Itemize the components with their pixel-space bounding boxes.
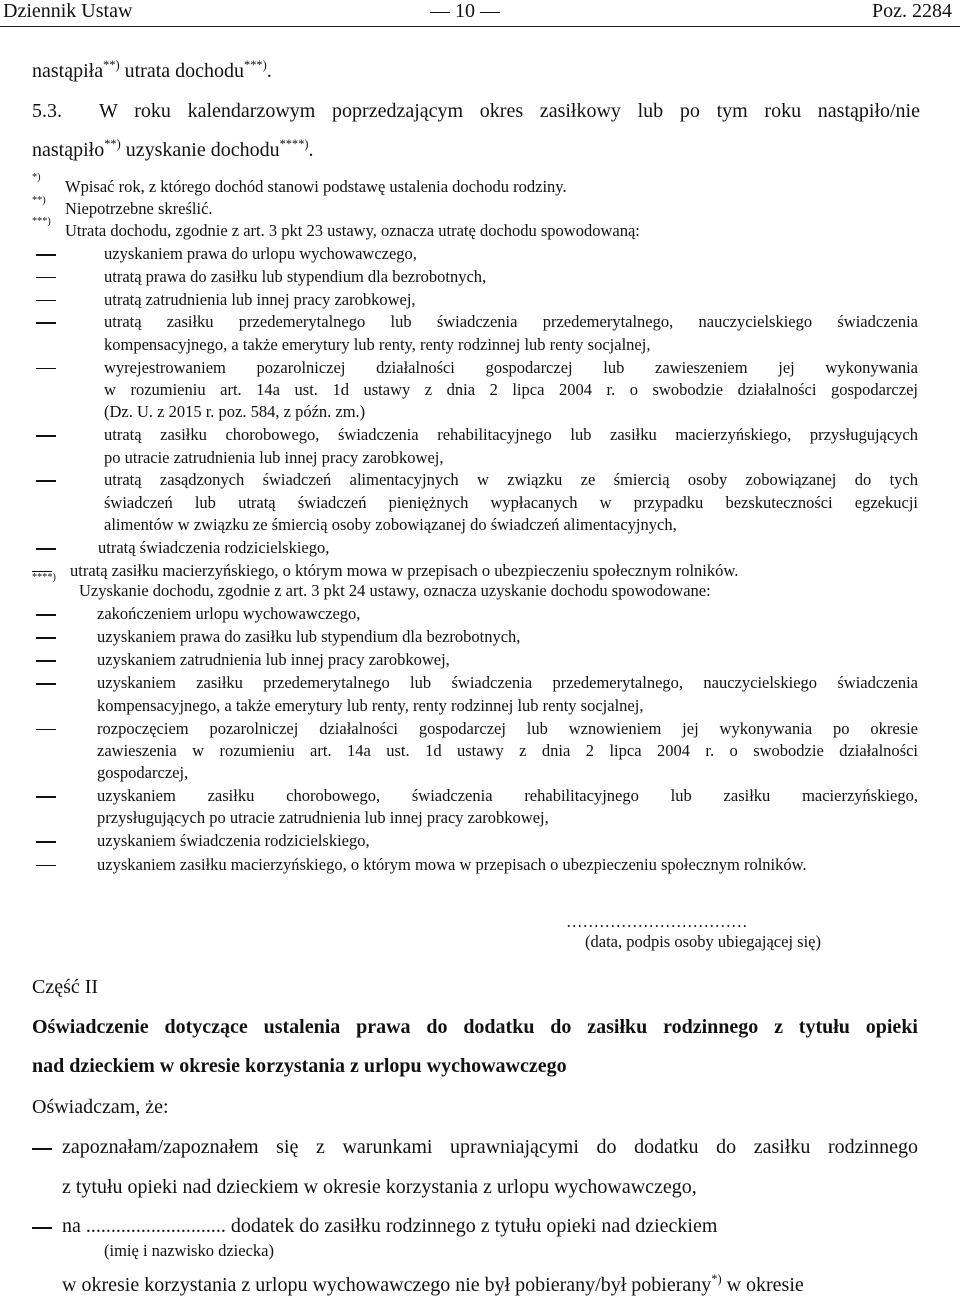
list-item: kompensacyjnego, a także emerytury lub renty, renty rodzinnej lub renty socjalnej, xyxy=(97,695,644,715)
list-dash xyxy=(36,796,56,798)
list-item: utratą zatrudnienia lub innej pracy zarobkowej, xyxy=(104,289,416,309)
list-item: utratą zasiłku macierzyńskiego, o którym mowa w przepisach o ubezpieczeniu społecznym rolników. xyxy=(70,560,739,580)
list-item: (Dz. U. z 2015 r. poz. 584, z późn. zm.) xyxy=(104,402,366,422)
list-item: alimentów w związku ze śmiercią osoby zobowiązanej do świadczeń alimentacyjnych, xyxy=(104,515,677,535)
footnote-mark-2: **) xyxy=(32,195,46,206)
child-name-caption: (imię i nazwisko dziecka) xyxy=(104,1241,274,1260)
list-item: świadczeń lub utratą świadczeń pieniężnych wypłacanych w przypadku bezskuteczności egzekucji xyxy=(104,492,918,512)
list-item: uzyskaniem świadczenia rodzicielskiego, xyxy=(97,831,370,851)
list-dash xyxy=(36,254,56,256)
list-item: uzyskaniem zasiłku macierzyńskiego, o którym mowa w przepisach o ubezpieczeniu społecznym rolników. xyxy=(97,854,807,874)
list-item: zakończeniem urlopu wychowawczego, xyxy=(97,604,361,623)
signature-dots: …………………………… xyxy=(566,912,748,931)
part-heading: Część II xyxy=(32,976,99,998)
list-item: wyrejestrowaniem pozarolniczej działalności gospodarczej lub zawieszeniem jej wykonywania xyxy=(104,357,918,377)
page-number: — 10 — xyxy=(430,0,500,22)
list-item: po utracie zatrudnienia lub innej pracy zarobkowej, xyxy=(104,447,444,467)
signature-caption: (data, podpis osoby ubiegającej się) xyxy=(585,932,821,951)
list-dash xyxy=(36,300,56,302)
list-item: uzyskaniem prawa do urlopu wychowawczego, xyxy=(104,244,417,263)
footnote-mark-4: ****) xyxy=(32,572,56,583)
list-dash xyxy=(36,368,56,370)
line-utrata: nastąpiła**) utrata dochodu***). xyxy=(32,57,272,82)
footnote-mark-3: ***) xyxy=(32,216,51,227)
list-item: utratą zasiłku przedemerytalnego lub świadczenia przedemerytalnego, nauczycielskiego świadczenia xyxy=(104,312,918,332)
list-dash xyxy=(36,480,56,482)
list-dash xyxy=(32,1227,52,1229)
page-header xyxy=(0,0,960,27)
list-item: gospodarczej, xyxy=(97,763,189,782)
list-item: uzyskaniem prawa do zasiłku lub stypendium dla bezrobotnych, xyxy=(97,627,521,647)
list-item: uzyskaniem zasiłku chorobowego, świadczenia rehabilitacyjnego lub zasiłku macierzyńskiego, xyxy=(97,786,918,806)
part-title-line2: nad dzieckiem w okresie korzystania z urlopu wychowawczego xyxy=(32,1055,567,1077)
list-dash xyxy=(36,841,56,843)
journal-name: Dziennik Ustaw xyxy=(3,0,133,22)
list-item: utratą zasiłku chorobowego, świadczenia rehabilitacyjnego lub zasiłku macierzyńskiego, przysługujących xyxy=(104,425,918,445)
list-dash xyxy=(32,1148,52,1150)
list-dash xyxy=(36,865,56,867)
list-dash xyxy=(36,277,56,279)
declaration-item2-line2: w okresie korzystania z urlopu wychowawczego nie był pobierany/był pobierany*) w okresie xyxy=(62,1271,804,1296)
list-item: uzyskaniem zasiłku przedemerytalnego lub świadczenia przedemerytalnego, nauczycielskiego świadczenia xyxy=(97,673,918,693)
list-item: zawieszenia w rozumieniu art. 14a ust. 1d ustawy z dnia 2 lipca 2004 r. o swobodzie działalności xyxy=(97,740,918,760)
footnote-2: Niepotrzebne skreślić. xyxy=(65,199,213,218)
list-item: rozpoczęciem pozarolniczej działalności gospodarczej lub wznowieniem jej wykonywania po okresie xyxy=(97,718,918,738)
footnote-1: Wpisać rok, z którego dochód stanowi podstawę ustalenia dochodu rodziny. xyxy=(65,177,567,196)
list-dash xyxy=(36,548,56,550)
footnote-4: Uzyskanie dochodu, zgodnie z art. 3 pkt 24 ustawy, oznacza uzyskanie dochodu spowodowane: xyxy=(79,581,711,600)
footnote-mark-1: *) xyxy=(32,172,41,183)
list-item: uzyskaniem zatrudnienia lub innej pracy zarobkowej, xyxy=(97,650,450,670)
list-dash xyxy=(36,660,56,662)
declaration-item2-line1: na ............................ dodatek do zasiłku rodzinnego z tytułu opieki nad dzieckiem xyxy=(62,1215,718,1237)
list-dash xyxy=(36,683,56,685)
list-item: kompensacyjnego, a także emerytury lub renty, renty rodzinnej lub renty socjalnej, xyxy=(104,334,651,354)
list-dash xyxy=(36,637,56,639)
part-title-line1: Oświadczenie dotyczące ustalenia prawa do dodatku do zasiłku rodzinnego z tytułu opieki xyxy=(32,1016,918,1038)
list-item: przysługujących po utracie zatrudnienia lub innej pracy zarobkowej, xyxy=(97,808,549,828)
list-item: utratą zasądzonych świadczeń alimentacyjnych w związku ze śmiercią osoby zobowiązanej do tych xyxy=(104,470,918,490)
list-dash xyxy=(36,322,56,324)
declaration-item1-line2: z tytułu opieki nad dzieckiem w okresie korzystania z urlopu wychowawczego, xyxy=(62,1176,697,1198)
point-5-3-line2: nastąpiło**) uzyskanie dochodu****). xyxy=(32,136,314,161)
list-item: w rozumieniu art. 14a ust. 1d ustawy z dnia 2 lipca 2004 r. o swobodzie działalności gospodarczej xyxy=(104,380,918,399)
point-5-3-text: W roku kalendarzowym poprzedzającym okres zasiłkowy lub po tym roku nastąpiło/nie xyxy=(99,100,920,122)
position-number: Poz. 2284 xyxy=(872,0,952,22)
footnote-3: Utrata dochodu, zgodnie z art. 3 pkt 23 ustawy, oznacza utratę dochodu spowodowaną: xyxy=(65,221,640,240)
declaration-intro: Oświadczam, że: xyxy=(32,1096,169,1118)
list-dash xyxy=(36,435,56,437)
point-5-3-number: 5.3. xyxy=(32,100,62,122)
list-dash xyxy=(36,614,56,616)
declaration-item1-line1: zapoznałam/zapoznałem się z warunkami uprawniającymi do dodatku do zasiłku rodzinnego xyxy=(62,1136,918,1158)
list-item: utratą prawa do zasiłku lub stypendium dla bezrobotnych, xyxy=(104,266,487,286)
list-dash xyxy=(36,729,56,731)
list-item: utratą świadczenia rodzicielskiego, xyxy=(98,538,330,557)
